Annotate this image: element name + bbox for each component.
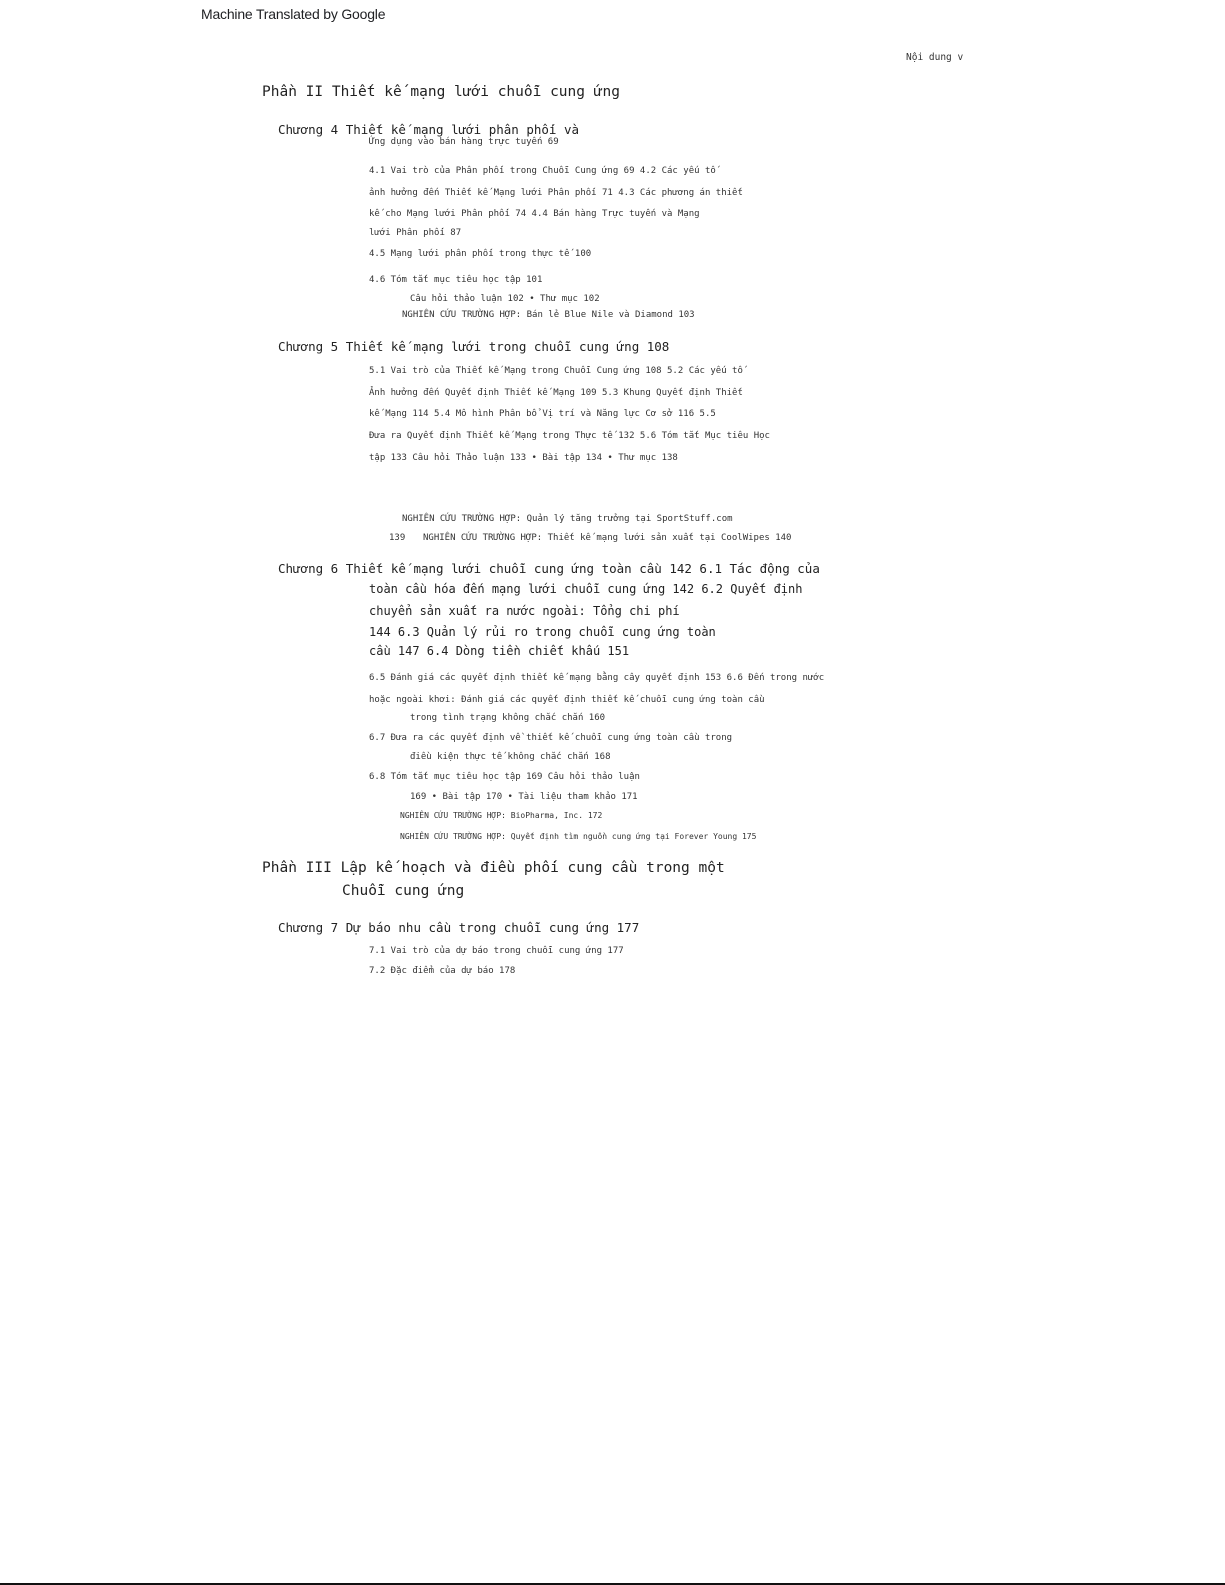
ch6-entry: hoặc ngoài khơi: Đánh giá các quyết định thiết kế chuỗi cung ứng toàn cầu xyxy=(369,695,765,705)
chapter-4-subtitle: Ứng dụng vào bán hàng trực tuyến 69 xyxy=(369,137,559,147)
ch6-case-study: NGHIÊN CỨU TRƯỜNG HỢP: Quyết định tìm nguồn cung ứng tại Forever Young 175 xyxy=(400,832,757,841)
ch5-entry: Đưa ra Quyết định Thiết kế Mạng trong Thực tế 132 5.6 Tóm tắt Mục tiêu Học xyxy=(369,431,770,441)
ch4-entry: 4.1 Vai trò của Phân phối trong Chuỗi Cung ứng 69 4.2 Các yếu tố xyxy=(369,166,716,176)
ch5-entry: kế Mạng 114 5.4 Mô hình Phân bổ Vị trí và Năng lực Cơ sở 116 5.5 xyxy=(369,409,716,419)
chapter-6-title: Chương 6 Thiết kế mạng lưới chuỗi cung ứng toàn cầu 142 6.1 Tác động của xyxy=(278,561,820,576)
ch6-entry: cầu 147 6.4 Dòng tiền chiết khấu 151 xyxy=(369,644,630,658)
ch7-entry: 7.2 Đặc điểm của dự báo 178 xyxy=(369,966,516,976)
ch4-entry: 4.6 Tóm tắt mục tiêu học tập 101 xyxy=(369,275,543,285)
ch6-entry: điều kiện thực tế không chắc chắn 168 xyxy=(410,752,611,762)
chapter-7-title: Chương 7 Dự báo nhu cầu trong chuỗi cung ứng 177 xyxy=(278,920,640,935)
ch4-entry: 4.5 Mạng lưới phân phối trong thực tế 100 xyxy=(369,249,592,259)
ch6-entry: trong tình trạng không chắc chắn 160 xyxy=(410,713,606,723)
ch6-entry: 144 6.3 Quản lý rủi ro trong chuỗi cung ứng toàn xyxy=(369,625,716,639)
ch6-entry: toàn cầu hóa đến mạng lưới chuỗi cung ứng 142 6.2 Quyết định xyxy=(369,582,803,596)
running-header: Nội dung v xyxy=(906,52,964,63)
part-3-title: Phần III Lập kế hoạch và điều phối cung cầu trong một xyxy=(262,860,725,876)
ch6-entry: 6.5 Đánh giá các quyết định thiết kế mạng bằng cây quyết định 153 6.6 Đến trong nước xyxy=(369,673,825,683)
ch5-page-number: 139 xyxy=(389,533,406,543)
ch6-entry: 6.8 Tóm tắt mục tiêu học tập 169 Câu hỏi thảo luận xyxy=(369,772,640,782)
ch4-entry: ảnh hưởng đến Thiết kế Mạng lưới Phân phối 71 4.3 Các phương án thiết xyxy=(369,188,743,198)
ch5-entry: 5.1 Vai trò của Thiết kế Mạng trong Chuỗi Cung ứng 108 5.2 Các yếu tố xyxy=(369,366,743,376)
ch4-entry: lưới Phân phối 87 xyxy=(369,228,462,238)
ch5-entry: tập 133 Câu hỏi Thảo luận 133 • Bài tập 134 • Thư mục 138 xyxy=(369,453,678,463)
ch6-entry: 169 • Bài tập 170 • Tài liệu tham khảo 171 xyxy=(410,792,638,802)
ch7-entry: 7.1 Vai trò của dự báo trong chuỗi cung ứng 177 xyxy=(369,946,624,956)
ch5-case-study: NGHIÊN CỨU TRƯỜNG HỢP: Quản lý tăng trưởng tại SportStuff.com xyxy=(402,514,733,524)
chapter-5-title: Chương 5 Thiết kế mạng lưới trong chuỗi cung ứng 108 xyxy=(278,339,670,354)
ch6-case-study: NGHIÊN CỨU TRƯỜNG HỢP: BioPharma, Inc. 172 xyxy=(400,811,603,820)
ch5-case-study: NGHIÊN CỨU TRƯỜNG HỢP: Thiết kế mạng lưới sản xuất tại CoolWipes 140 xyxy=(423,533,792,543)
part-3-title-continued: Chuỗi cung ứng xyxy=(342,883,465,899)
machine-translation-banner: Machine Translated by Google xyxy=(201,6,386,22)
ch4-case-study: NGHIÊN CỨU TRƯỜNG HỢP: Bán lẻ Blue Nile và Diamond 103 xyxy=(402,310,695,320)
part-2-title: Phần II Thiết kế mạng lưới chuỗi cung ứng xyxy=(262,84,620,100)
ch4-entry: kế cho Mạng lưới Phân phối 74 4.4 Bán hàng Trực tuyến và Mạng xyxy=(369,209,700,219)
ch5-entry: Ảnh hưởng đến Quyết định Thiết kế Mạng 109 5.3 Khung Quyết định Thiết xyxy=(369,388,743,398)
ch4-entry: Câu hỏi thảo luận 102 • Thư mục 102 xyxy=(410,294,600,304)
ch6-entry: 6.7 Đưa ra các quyết định về thiết kế chuỗi cung ứng toàn cầu trong xyxy=(369,733,733,743)
chapter-4-title: Chương 4 Thiết kế mạng lưới phân phối và xyxy=(278,122,580,137)
ch6-entry: chuyển sản xuất ra nước ngoài: Tổng chi phí xyxy=(369,604,680,618)
